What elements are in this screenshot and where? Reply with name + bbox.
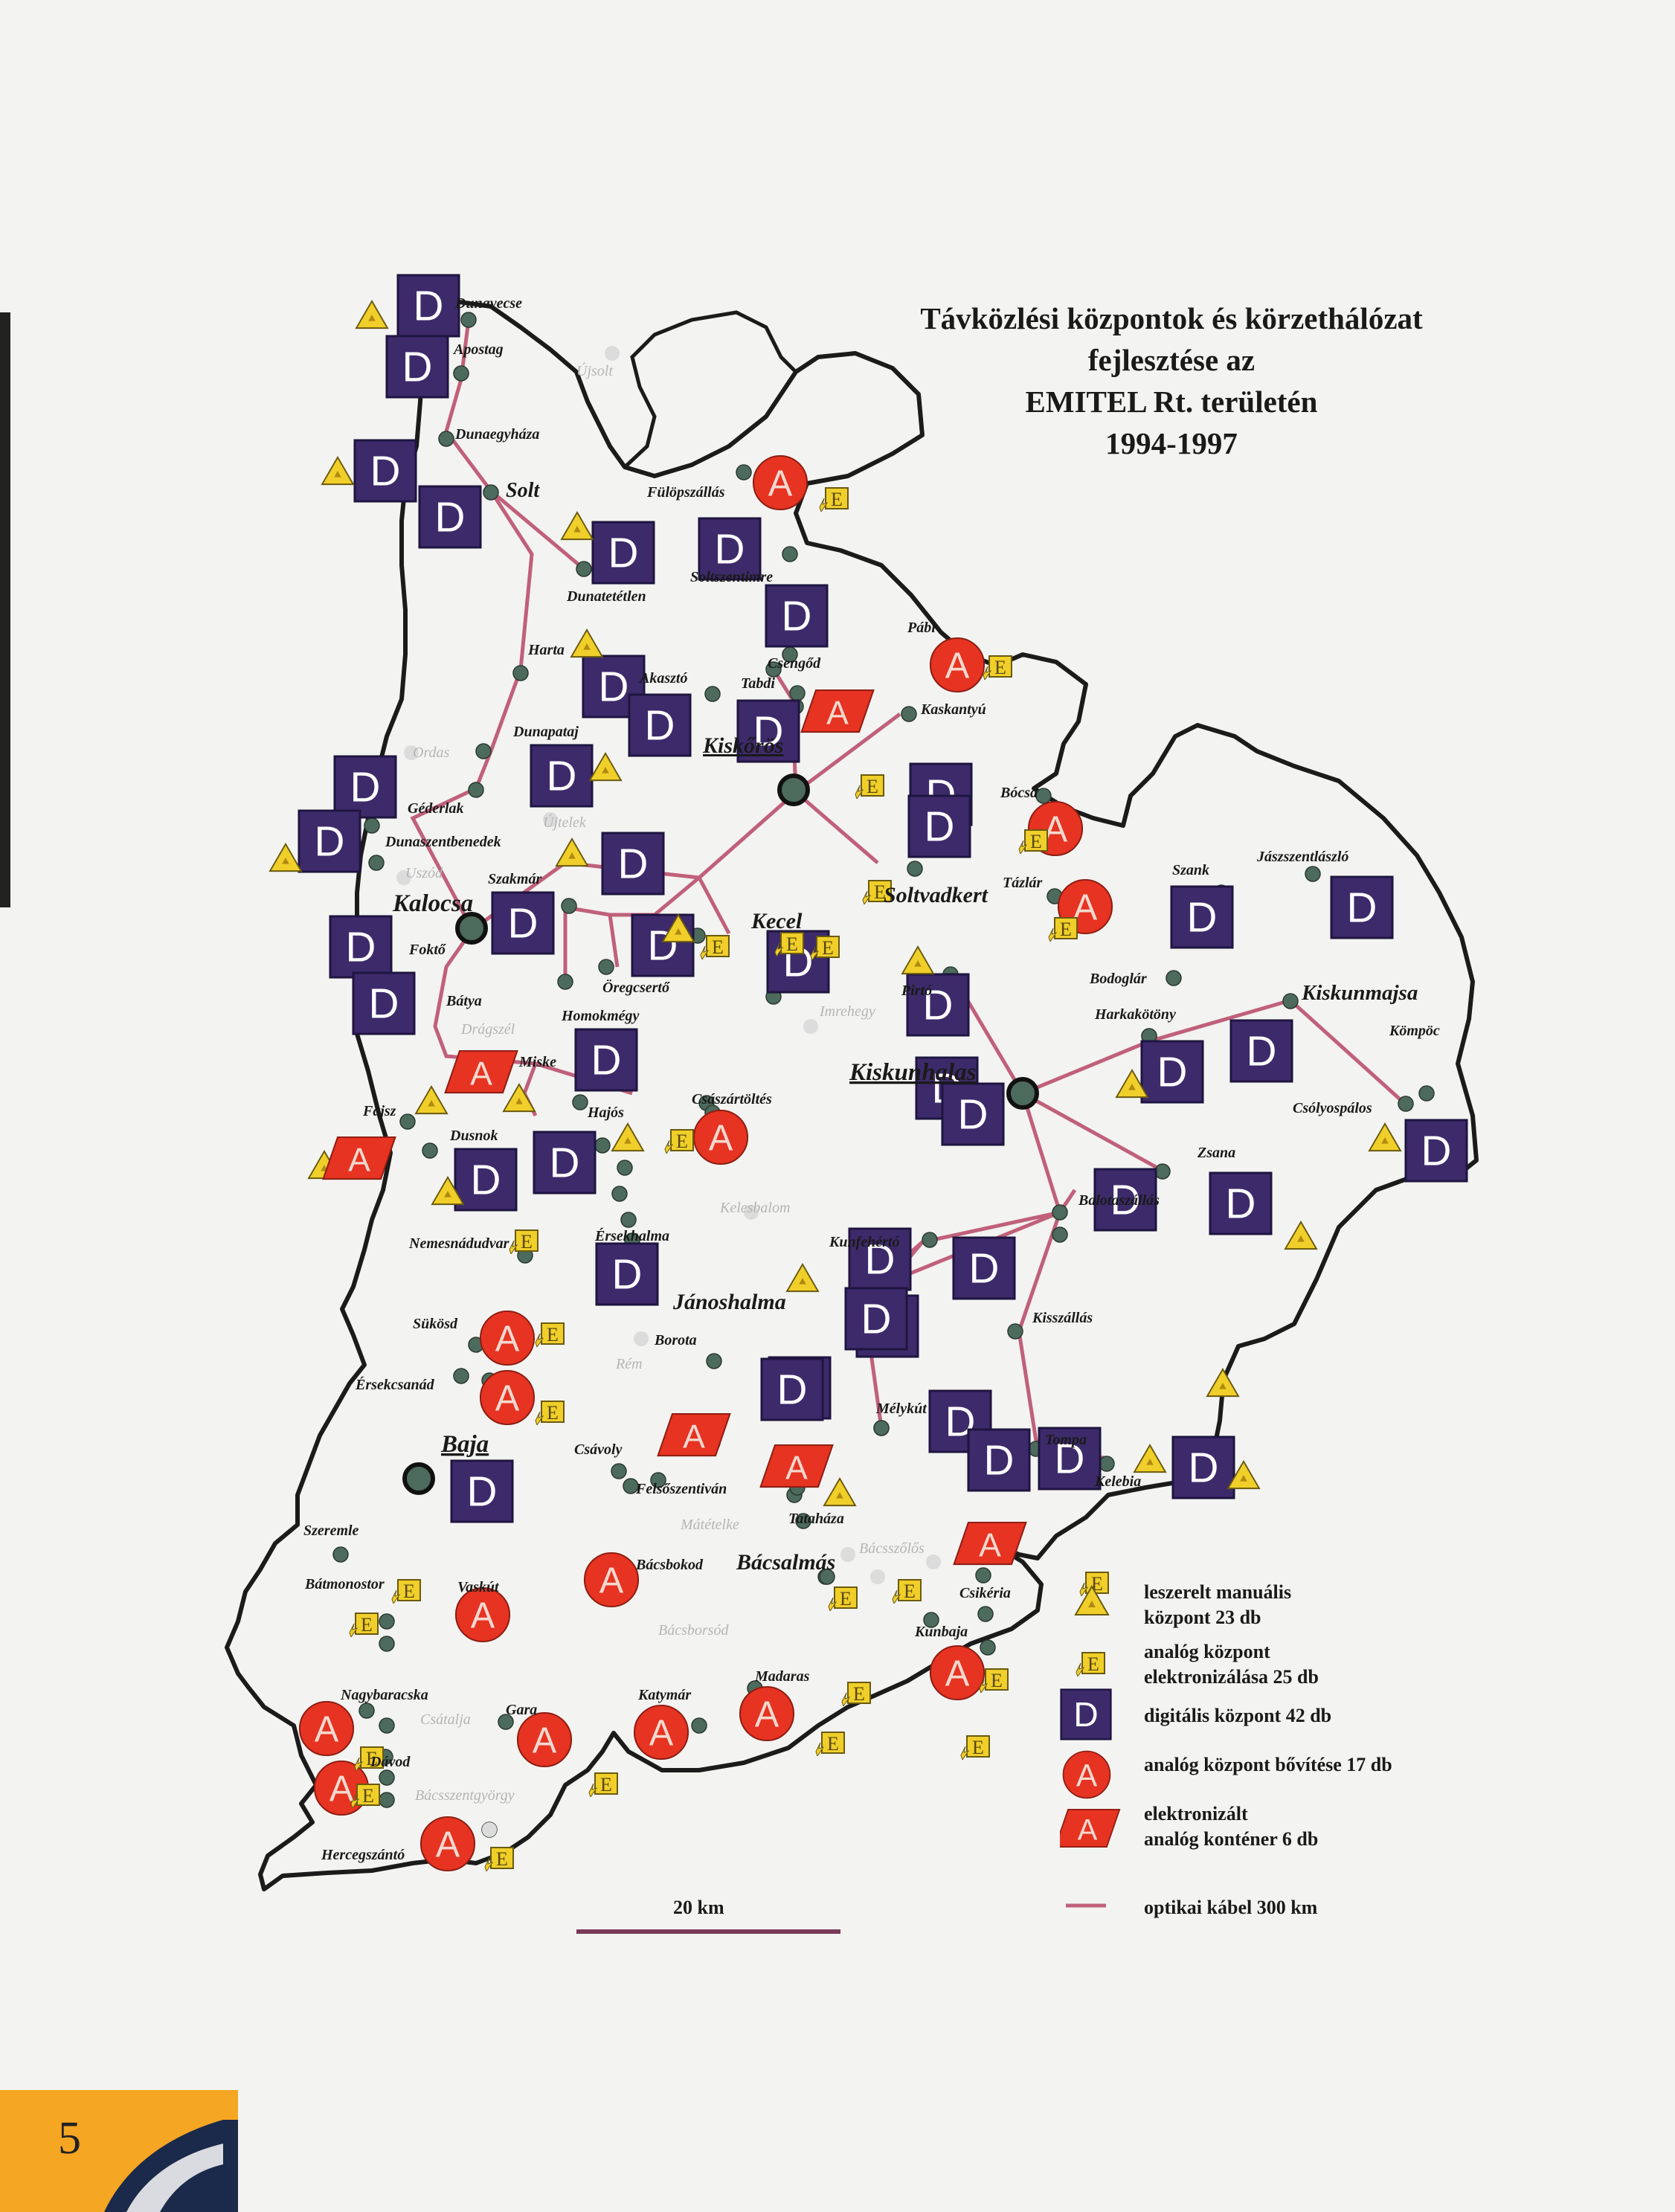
place-label-csavoly: Csávoly bbox=[574, 1441, 623, 1458]
analog-expansion-icon bbox=[585, 1553, 638, 1607]
place-label-zsana: Zsana bbox=[1197, 1145, 1236, 1161]
electronic-exchange-icon bbox=[701, 936, 729, 959]
place-label-oregcserto: Öregcsertő bbox=[602, 980, 669, 996]
electronic-exchange-icon bbox=[536, 1323, 564, 1347]
exchange-node bbox=[439, 431, 454, 446]
analog-expansion-icon bbox=[740, 1687, 794, 1740]
place-label-bacsalmas: Bácsalmás bbox=[736, 1550, 836, 1575]
place-label-kiskunmajsa: Kiskunmajsa bbox=[1302, 981, 1418, 1005]
place-label-szeremle: Szeremle bbox=[303, 1523, 359, 1539]
digital-exchange-icon bbox=[387, 336, 448, 397]
analog-expansion-icon bbox=[694, 1110, 748, 1164]
exchange-node bbox=[1166, 971, 1181, 986]
digital-exchange-icon bbox=[455, 1149, 516, 1210]
digital-exchange-icon bbox=[398, 275, 459, 336]
page-corner-graphic bbox=[0, 2090, 238, 2212]
place-label-bacsborsod: Bácsborsód bbox=[658, 1622, 729, 1639]
analog-expansion-icon bbox=[480, 1371, 534, 1424]
place-label-bacsszentgyorgy: Bácsszentgyörgy bbox=[415, 1787, 515, 1804]
place-label-homokmegy: Homokmégy bbox=[562, 1008, 640, 1024]
electronic-exchange-icon bbox=[816, 1732, 844, 1756]
electronic-exchange-icon bbox=[392, 1580, 420, 1604]
minor-node bbox=[482, 1822, 497, 1837]
manual-exchange-triangle-icon bbox=[1285, 1222, 1316, 1249]
place-label-solt: Solt bbox=[506, 479, 540, 502]
digital-exchange-icon bbox=[1406, 1120, 1467, 1181]
digital-exchange-icon bbox=[597, 1244, 658, 1305]
minor-node bbox=[840, 1547, 855, 1562]
place-label-fajsz: Fajsz bbox=[363, 1103, 396, 1119]
exchange-node bbox=[1008, 1324, 1023, 1339]
title-line-1: Távközlési központok és körzethálózat bbox=[920, 301, 1423, 335]
analog-expansion-icon bbox=[480, 1311, 534, 1365]
exchange-node bbox=[379, 1793, 394, 1807]
analog-expansion-icon bbox=[456, 1588, 509, 1642]
analog-expansion-icon bbox=[634, 1705, 688, 1759]
place-label-ersekhalma: Érsekhalma bbox=[595, 1228, 670, 1244]
digital-exchange-icon bbox=[1231, 1020, 1292, 1081]
place-label-harta: Harta bbox=[528, 642, 565, 658]
exchange-node bbox=[705, 687, 720, 701]
place-label-madaras: Madaras bbox=[755, 1668, 810, 1685]
place-label-tompa: Tompa bbox=[1045, 1432, 1087, 1448]
place-label-csaszartoltes: Császártöltés bbox=[692, 1091, 772, 1107]
electronic-exchange-icon bbox=[536, 1401, 564, 1425]
manual-exchange-triangle-icon bbox=[1134, 1445, 1166, 1472]
digital-exchange-icon bbox=[909, 796, 970, 857]
exchange-node bbox=[621, 1212, 636, 1227]
place-label-bocsa: Bócsa bbox=[1000, 785, 1038, 801]
digital-exchange-icon bbox=[1173, 1437, 1234, 1498]
electronic-exchange-icon bbox=[485, 1848, 513, 1871]
exchange-node bbox=[782, 547, 797, 562]
exchange-node bbox=[736, 465, 751, 480]
place-label-soltvadkert: Soltvadkert bbox=[884, 883, 988, 907]
place-label-csolyospalos: Csólyospálos bbox=[1293, 1100, 1372, 1116]
place-label-rem: Rém bbox=[616, 1356, 643, 1372]
exchange-node bbox=[692, 1718, 707, 1733]
manual-exchange-triangle-icon bbox=[322, 457, 353, 484]
place-label-bacsszolos: Bácsszőlős bbox=[859, 1540, 925, 1557]
place-label-kalocsa: Kalocsa bbox=[393, 890, 474, 917]
analog-expansion-icon bbox=[421, 1817, 475, 1871]
legend-expansion: analóg központ bővítése 17 db bbox=[1144, 1754, 1392, 1775]
place-label-fokto: Foktő bbox=[409, 942, 446, 958]
exchange-node bbox=[369, 855, 384, 870]
place-label-imrehegy: Imrehegy bbox=[820, 1003, 875, 1020]
exchange-node bbox=[359, 1703, 374, 1718]
place-label-hajos: Hajós bbox=[588, 1105, 624, 1121]
place-label-kompoc: Kömpöc bbox=[1389, 1023, 1440, 1039]
electronic-exchange-icon bbox=[665, 1130, 693, 1154]
place-label-bacsbokod: Bácsbokod bbox=[636, 1557, 703, 1573]
analog-expansion-icon bbox=[300, 1702, 353, 1755]
place-label-balotaszallas: Balotaszállás bbox=[1078, 1192, 1160, 1209]
place-label-fulopszallas: Fülöpszállás bbox=[647, 484, 725, 501]
exchange-node bbox=[1419, 1086, 1434, 1101]
place-label-ordas: Ordas bbox=[413, 745, 450, 761]
exchange-node bbox=[1052, 1227, 1067, 1242]
title-line-3: EMITEL Rt. területén bbox=[1025, 385, 1318, 419]
place-label-miske: Miske bbox=[519, 1054, 556, 1070]
title-line-4: 1994-1997 bbox=[1105, 426, 1238, 460]
manual-exchange-triangle-icon bbox=[571, 630, 602, 657]
electronic-exchange-icon bbox=[961, 1736, 989, 1760]
minor-node bbox=[870, 1569, 885, 1584]
place-label-tazlar: Tázlár bbox=[1003, 875, 1043, 891]
exchange-node bbox=[599, 959, 614, 974]
legend-electronic: analóg központ elektronizálása 25 db bbox=[1144, 1641, 1319, 1688]
place-label-dusnok: Dusnok bbox=[450, 1128, 498, 1144]
place-label-akaszto: Akasztó bbox=[640, 670, 688, 687]
place-label-borota: Borota bbox=[655, 1332, 697, 1348]
exchange-node bbox=[980, 1640, 995, 1655]
place-label-szakmar: Szakmár bbox=[488, 871, 542, 887]
place-label-tataháza: Tataháza bbox=[788, 1511, 844, 1527]
digital-exchange-icon bbox=[299, 811, 360, 872]
place-label-pirto: Pirtó bbox=[901, 983, 933, 999]
exchange-node bbox=[422, 1143, 437, 1158]
exchange-node bbox=[379, 1614, 394, 1629]
exchange-node bbox=[617, 1160, 632, 1175]
exchange-node bbox=[364, 818, 379, 833]
place-label-jaszszentlaszlo: Jászszentlászló bbox=[1257, 849, 1349, 865]
place-label-davod: Dávod bbox=[370, 1754, 411, 1770]
exchange-node bbox=[907, 861, 922, 876]
page-number: 5 bbox=[58, 2113, 81, 2164]
place-label-ujsolt: Újsolt bbox=[576, 363, 613, 379]
place-label-szank: Szank bbox=[1172, 862, 1210, 878]
electronic-exchange-icon bbox=[509, 1230, 538, 1254]
place-label-harkakotony: Harkakötöny bbox=[1095, 1006, 1176, 1023]
electronic-exchange-icon bbox=[829, 1587, 857, 1611]
place-label-gara: Gara bbox=[506, 1702, 538, 1718]
place-label-janoshalma: Jánoshalma bbox=[673, 1290, 786, 1314]
digital-exchange-icon bbox=[1331, 877, 1392, 938]
place-label-gederlak: Géderlak bbox=[408, 800, 464, 817]
minor-node bbox=[926, 1554, 941, 1569]
manual-exchange-triangle-icon bbox=[556, 839, 588, 866]
digital-exchange-icon bbox=[846, 1288, 907, 1349]
place-label-sukosd: Sükösd bbox=[413, 1316, 458, 1332]
place-label-pabi: Pábi bbox=[907, 620, 936, 636]
place-label-uszod: Uszód bbox=[405, 865, 443, 881]
exchange-node bbox=[483, 485, 498, 500]
legend-digital-icon bbox=[1061, 1690, 1111, 1740]
place-label-kunbaja: Kunbaja bbox=[915, 1624, 968, 1640]
analog-expansion-icon bbox=[930, 1646, 984, 1700]
digital-exchange-icon bbox=[762, 1359, 823, 1420]
place-label-dunapataj: Dunapataj bbox=[513, 724, 579, 740]
electronic-exchange-icon bbox=[350, 1613, 378, 1637]
place-label-kisszallas: Kisszállás bbox=[1032, 1310, 1093, 1326]
exchange-node bbox=[595, 1138, 610, 1153]
digital-exchange-icon bbox=[968, 1430, 1029, 1491]
manual-exchange-triangle-icon bbox=[902, 947, 933, 974]
manual-exchange-triangle-icon bbox=[562, 512, 593, 539]
minor-node bbox=[605, 346, 620, 361]
exchange-node bbox=[874, 1421, 889, 1435]
place-label-kecel: Kecel bbox=[751, 909, 803, 933]
digital-exchange-icon bbox=[766, 585, 827, 646]
place-label-dunaegyhaza: Dunaegyháza bbox=[455, 426, 540, 443]
place-label-csikeria: Csikéria bbox=[959, 1585, 1011, 1601]
manual-exchange-triangle-icon bbox=[787, 1264, 818, 1291]
exchange-node bbox=[1283, 994, 1298, 1009]
place-label-melykut: Mélykút bbox=[876, 1401, 927, 1417]
place-label-kelebia: Kelebia bbox=[1095, 1473, 1142, 1490]
place-label-dunavecse: Dunavecse bbox=[455, 295, 522, 312]
exchange-node bbox=[1099, 1456, 1114, 1471]
place-label-csengod: Csengőd bbox=[768, 655, 821, 672]
hub-node bbox=[405, 1465, 433, 1493]
analog-expansion-icon bbox=[930, 638, 984, 692]
analog-expansion-icon bbox=[518, 1713, 571, 1766]
exchange-node bbox=[469, 782, 483, 797]
legend-digital: digitális központ 42 db bbox=[1144, 1705, 1332, 1726]
place-label-batmonostor: Bátmonostor bbox=[305, 1576, 385, 1592]
exchange-node bbox=[978, 1607, 993, 1621]
exchange-node bbox=[576, 562, 591, 576]
place-label-dragszel: Drágszél bbox=[461, 1021, 515, 1038]
electronic-exchange-icon bbox=[820, 488, 848, 512]
exchange-node bbox=[1398, 1096, 1413, 1111]
exchange-node bbox=[573, 1095, 588, 1110]
place-label-vaskut: Vaskút bbox=[457, 1579, 499, 1595]
place-label-ersekcsanad: Érsekcsanád bbox=[356, 1377, 434, 1393]
digital-exchange-icon bbox=[629, 695, 690, 756]
exchange-node bbox=[461, 312, 476, 327]
hub-node bbox=[779, 776, 808, 804]
place-label-dunaszentbenedek: Dunaszentbenedek bbox=[385, 834, 501, 850]
digital-exchange-icon bbox=[492, 893, 553, 954]
border-detail bbox=[625, 312, 796, 467]
legend-cable: optikai kábel 300 km bbox=[1144, 1897, 1318, 1918]
digital-exchange-icon bbox=[1142, 1041, 1203, 1102]
place-label-apostag: Apostag bbox=[454, 341, 504, 358]
digital-exchange-icon bbox=[534, 1132, 595, 1193]
place-label-batya: Bátya bbox=[446, 993, 482, 1009]
manual-exchange-triangle-icon bbox=[590, 753, 621, 780]
legend-analog-icon bbox=[1064, 1752, 1110, 1798]
digital-exchange-icon bbox=[335, 756, 396, 817]
manual-exchange-triangle-icon bbox=[504, 1084, 535, 1111]
place-label-kiskunhalas: Kiskunhalas bbox=[849, 1059, 977, 1086]
manual-exchange-triangle-icon bbox=[612, 1124, 643, 1151]
exchange-node bbox=[454, 1369, 469, 1383]
container-exchange-icon bbox=[761, 1445, 833, 1487]
electronic-exchange-icon bbox=[855, 775, 884, 799]
electronic-exchange-icon bbox=[1049, 918, 1077, 942]
exchange-node bbox=[1305, 867, 1320, 881]
place-label-csatalja: Csátalja bbox=[420, 1711, 471, 1728]
place-label-katymar: Katymár bbox=[638, 1687, 692, 1703]
exchange-node bbox=[901, 707, 916, 721]
map-title bbox=[874, 298, 1469, 464]
manual-exchange-triangle-icon bbox=[270, 844, 301, 871]
hub-node bbox=[1009, 1079, 1037, 1107]
place-label-ujtelek: Újtelek bbox=[543, 814, 586, 831]
digital-exchange-icon bbox=[330, 916, 391, 977]
legend-expansion-icon bbox=[1076, 1653, 1105, 1676]
exchange-node bbox=[513, 666, 528, 681]
place-label-matetelke: Mátételke bbox=[681, 1517, 739, 1533]
exchange-node bbox=[333, 1547, 348, 1562]
manual-exchange-triangle-icon bbox=[416, 1087, 447, 1113]
electronic-exchange-icon bbox=[1019, 830, 1047, 854]
electronic-exchange-icon bbox=[983, 656, 1012, 680]
place-label-kunfeherto: Kunfehértó bbox=[829, 1234, 900, 1250]
exchange-node bbox=[379, 1636, 394, 1651]
digital-exchange-icon bbox=[353, 973, 414, 1034]
manual-exchange-triangle-icon bbox=[824, 1479, 855, 1505]
legend-container-icon bbox=[1060, 1810, 1119, 1847]
electronic-exchange-icon bbox=[893, 1580, 921, 1604]
digital-exchange-icon bbox=[355, 440, 416, 501]
place-label-baja: Baja bbox=[441, 1431, 489, 1458]
exchange-node bbox=[562, 898, 576, 913]
legend-symbols bbox=[1060, 1584, 1149, 1919]
place-label-hercegszanto: Hercegszántó bbox=[321, 1847, 405, 1863]
legend-triangle-icon bbox=[1076, 1586, 1108, 1615]
place-label-felsoszentivan: Felsőszentiván bbox=[636, 1481, 727, 1497]
place-label-nemesnadudvar: Nemesnádudvar bbox=[409, 1235, 509, 1252]
digital-exchange-icon bbox=[942, 1084, 1003, 1145]
exchange-node bbox=[707, 1354, 721, 1369]
exchange-node bbox=[379, 1770, 394, 1785]
manual-exchange-triangle-icon bbox=[1207, 1369, 1238, 1396]
digital-exchange-icon bbox=[451, 1461, 512, 1522]
exchange-node bbox=[922, 1232, 937, 1247]
exchange-node bbox=[1036, 788, 1051, 803]
analog-expansion-icon bbox=[753, 456, 807, 509]
place-label-nagybaracska: Nagybaracska bbox=[341, 1687, 428, 1703]
exchange-node bbox=[1155, 1164, 1170, 1179]
digital-exchange-icon bbox=[593, 522, 654, 583]
exchange-node bbox=[558, 974, 573, 989]
digital-exchange-icon bbox=[1171, 887, 1232, 948]
digital-exchange-icon bbox=[954, 1238, 1015, 1299]
place-label-soltszentimre: Soltszentimre bbox=[690, 569, 774, 585]
place-label-tabdi: Tabdi bbox=[741, 675, 775, 692]
place-label-bodoglar: Bodoglár bbox=[1090, 971, 1147, 987]
legend-container: elektronizált analóg konténer 6 db bbox=[1144, 1803, 1319, 1850]
digital-exchange-icon bbox=[576, 1029, 637, 1090]
exchange-node bbox=[454, 366, 469, 381]
legend-manual: leszerelt manuális központ 23 db bbox=[1144, 1581, 1292, 1628]
exchange-node bbox=[612, 1186, 627, 1201]
exchange-node bbox=[379, 1718, 394, 1733]
electronic-exchange-icon bbox=[589, 1773, 617, 1797]
place-label-kiskoros: Kiskőrös bbox=[703, 733, 784, 758]
exchange-node bbox=[400, 1114, 415, 1129]
minor-node bbox=[803, 1019, 818, 1034]
digital-exchange-icon bbox=[1210, 1173, 1271, 1234]
hub-node bbox=[457, 914, 486, 942]
place-label-kaskantyu: Kaskantyú bbox=[921, 701, 986, 718]
place-label-dunatetetlen: Dunatetétlen bbox=[567, 588, 646, 605]
digital-exchange-icon bbox=[602, 833, 663, 894]
exchange-node bbox=[976, 1568, 991, 1583]
manual-exchange-triangle-icon bbox=[356, 301, 388, 328]
container-exchange-icon bbox=[658, 1414, 730, 1456]
manual-exchange-triangle-icon bbox=[1369, 1124, 1401, 1151]
container-exchange-icon bbox=[802, 690, 874, 732]
minor-node bbox=[634, 1331, 649, 1346]
title-line-2: fejlesztése az bbox=[1087, 343, 1256, 377]
exchange-node bbox=[790, 686, 805, 701]
electronic-exchange-icon bbox=[842, 1682, 870, 1706]
digital-exchange-icon bbox=[531, 745, 592, 806]
place-label-keleshalom: Kelesbalom bbox=[720, 1200, 791, 1216]
digital-exchange-icon bbox=[419, 486, 480, 547]
exchange-node bbox=[611, 1464, 626, 1479]
scale-label: 20 km bbox=[673, 1897, 724, 1918]
exchange-node bbox=[476, 744, 491, 759]
exchange-node bbox=[1052, 1205, 1067, 1220]
